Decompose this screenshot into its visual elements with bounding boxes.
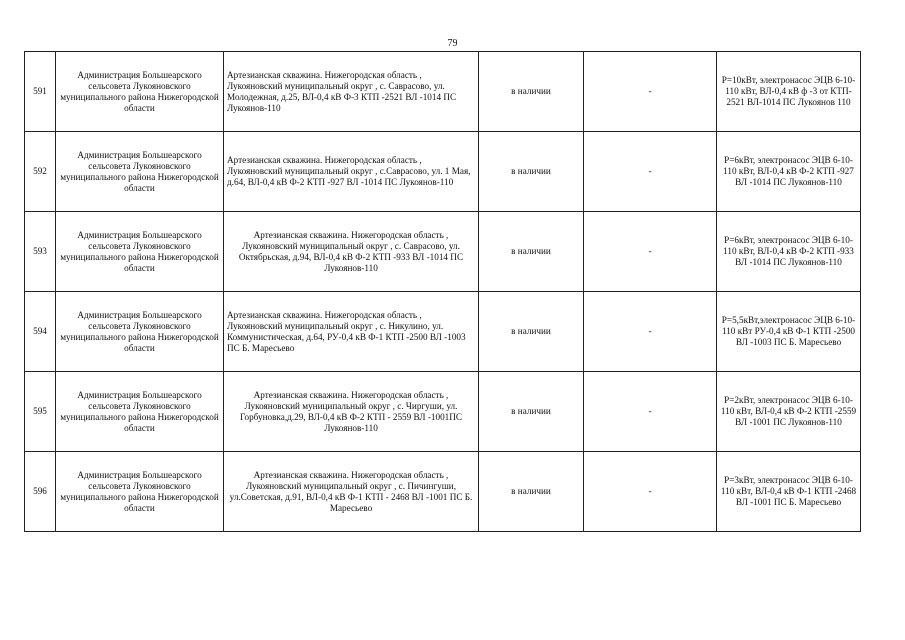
description-cell: Артезианская скважина. Нижегородская область , Лукояновский муниципальный округ , с.Саврасово, ул. 1 Мая, д.64, ВЛ-0,4 кВ Ф-2 КТП -927 ВЛ -1014 ПС Лукоянов-110: [224, 132, 479, 212]
note-cell: -: [584, 52, 717, 132]
owner-cell: Администрация Большеарского сельсовета Лукояновского муниципального района Нижегородской области: [56, 452, 224, 532]
description-cell: Артезианская скважина. Нижегородская область , Лукояновский муниципальный округ , с. Саврасово, ул. Октябрьская, д.94, ВЛ-0,4 кВ Ф-2 КТП -933 ВЛ -1014 ПС Лукоянов-110: [224, 212, 479, 292]
description-cell: Артезианская скважина. Нижегородская область , Лукояновский муниципальный округ , с. Чиргуши, ул. Горбуновка,д.29, ВЛ-0,4 кВ Ф-2 КТП - 2559 ВЛ -1001ПС Лукоянов-110: [224, 372, 479, 452]
technical-specs-cell: Р=5,5кВт,электронасос ЭЦВ 6-10-110 кВт РУ-0,4 кВ Ф-1 КТП -2500 ВЛ -1003 ПС Б. Маресьево: [717, 292, 861, 372]
availability-cell: в наличии: [479, 372, 584, 452]
owner-cell: Администрация Большеарского сельсовета Лукояновского муниципального района Нижегородской области: [56, 52, 224, 132]
row-number: 593: [25, 212, 56, 292]
row-number: 596: [25, 452, 56, 532]
table-row: [25, 372, 861, 452]
technical-specs-cell: Р=6кВт, электронасос ЭЦВ 6-10-110 кВт, ВЛ-0,4 кВ Ф-2 КТП -933 ВЛ -1014 ПС Лукоянов-110: [717, 212, 861, 292]
availability-cell: в наличии: [479, 452, 584, 532]
note-cell: -: [584, 292, 717, 372]
availability-cell: в наличии: [479, 212, 584, 292]
technical-specs-cell: Р=3кВт, электронасос ЭЦВ 6-10-110 кВт, ВЛ-0,4 кВ Ф-1 КТП -2468 ВЛ -1001 ПС Б. Маресьево: [717, 452, 861, 532]
owner-cell: Администрация Большеарского сельсовета Лукояновского муниципального района Нижегородской области: [56, 372, 224, 452]
table-row: [25, 292, 861, 372]
table-row: [25, 452, 861, 532]
owner-cell: Администрация Большеарского сельсовета Лукояновского муниципального района Нижегородской области: [56, 292, 224, 372]
page-number: 79: [447, 38, 458, 49]
row-number: 594: [25, 292, 56, 372]
note-cell: -: [584, 212, 717, 292]
availability-cell: в наличии: [479, 52, 584, 132]
technical-specs-cell: Р=10кВт, электронасос ЭЦВ 6-10-110 кВт, ВЛ-0,4 кВ ф -3 от КТП- 2521 ВЛ-1014 ПС Лукоянов 110: [717, 52, 861, 132]
technical-specs-cell: Р=6кВт, электронасос ЭЦВ 6-10-110 кВт, ВЛ-0,4 кВ Ф-2 КТП -927 ВЛ -1014 ПС Лукоянов-110: [717, 132, 861, 212]
row-number: 592: [25, 132, 56, 212]
row-number: 595: [25, 372, 56, 452]
table-row: [25, 212, 861, 292]
row-number: 591: [25, 52, 56, 132]
owner-cell: Администрация Большеарского сельсовета Лукояновского муниципального района Нижегородской области: [56, 132, 224, 212]
owner-cell: Администрация Большеарского сельсовета Лукояновского муниципального района Нижегородской области: [56, 212, 224, 292]
availability-cell: в наличии: [479, 132, 584, 212]
note-cell: -: [584, 132, 717, 212]
note-cell: -: [584, 452, 717, 532]
note-cell: -: [584, 372, 717, 452]
table-row: [25, 132, 861, 212]
description-cell: Артезианская скважина. Нижегородская область , Лукояновский муниципальный округ , с. Саврасово, ул. Молодежная, д.25, ВЛ-0,4 кВ Ф-3 КТП -2521 ВЛ -1014 ПС Лукоянов-110: [224, 52, 479, 132]
table-row: [25, 52, 861, 132]
description-cell: Артезианская скважина. Нижегородская область , Лукояновский муниципальный округ , с. Пичингуши, ул.Советская, д.91, ВЛ-0,4 кВ Ф-1 КТП - 2468 ВЛ -1001 ПС Б. Маресьево: [224, 452, 479, 532]
availability-cell: в наличии: [479, 292, 584, 372]
technical-specs-cell: Р=2кВт, электронасос ЭЦВ 6-10-110 кВт, ВЛ-0,4 кВ Ф-2 КТП -2559 ВЛ -1001 ПС Лукоянов-110: [717, 372, 861, 452]
description-cell: Артезианская скважина. Нижегородская область , Лукояновский муниципальный округ , с. Никулино, ул. Коммунистическая, д.64, РУ-0,4 кВ Ф-1 КТП -2500 ВЛ -1003 ПС Б. Маресьево: [224, 292, 479, 372]
registry-table: [24, 51, 861, 532]
